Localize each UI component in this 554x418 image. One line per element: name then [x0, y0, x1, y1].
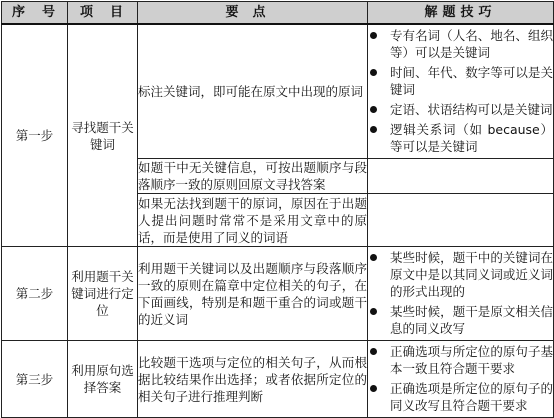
tip-item: 某些时候，题干是原文相关信息的同义改写: [368, 303, 553, 337]
tip-item: 定语、状语结构可以是关键词: [368, 101, 553, 118]
strategy-table: [1, 1, 554, 418]
tips-cell: [368, 341, 554, 418]
step-cell: 第二步: [2, 247, 68, 341]
table-header-row: [2, 2, 554, 25]
point-cell: 标注关键词，即可能在原文中出现的原词: [138, 24, 368, 159]
tips-cell: [368, 247, 554, 341]
point-cell: 利用题干关键词以及出题顺序与段落顺序一致的原则在篇章中定位相关的句子，在下面画线，特别是和题干重合的词或题干的近义词: [138, 247, 368, 341]
table-row: [2, 247, 554, 341]
step-cell: 第三步: [2, 341, 68, 418]
item-cell: 寻找题干关键词: [68, 24, 138, 247]
table-row: [2, 24, 554, 159]
header-seq: 序 号: [2, 2, 68, 25]
tip-item: 时间、年代、数字等可以是关键词: [368, 64, 553, 98]
item-cell: 利用原句选择答案: [68, 341, 138, 418]
step-cell: 第一步: [2, 24, 68, 247]
item-cell: 利用题干关键词进行定位: [68, 247, 138, 341]
header-tips: 解题技巧: [368, 2, 554, 25]
point-cell: 如果无法找到题干的原词，原因在于出题人提出问题时常常不是采用文章中的原话，而是使用了同义的词语: [138, 195, 367, 245]
tip-item: 正确选项是所定位的原句子的同义改写且符合题干要求: [368, 380, 553, 414]
tip-item: 专有名词（人名、地名、组织等）可以是关键词: [368, 27, 553, 61]
tip-item: 某些时候，题干中的关键词在原文中是以其同义词或近义词的形式出现的: [368, 249, 553, 300]
header-item: 项 目: [68, 2, 138, 25]
point-cell: 比较题干选项与定位的相关句子，从而根据比较结果作出选择；或者依据所定位的相关句子进行推理判断: [138, 341, 368, 418]
point-cell: 如题干中无关键信息，可按出题顺序与段落顺序一致的原则回原文寻找答案: [138, 160, 367, 192]
table-row: [2, 341, 554, 418]
tips-cell: [368, 24, 554, 159]
header-point: 要点: [138, 2, 368, 25]
tip-item: 逻辑关系词（如 because）等可以是关键词: [368, 121, 553, 155]
tips-empty-cell: [368, 159, 554, 194]
tip-item: 正确选项与所定位的原句子基本一致且符合题干要求: [368, 343, 553, 377]
tips-empty-cell: [368, 194, 554, 247]
